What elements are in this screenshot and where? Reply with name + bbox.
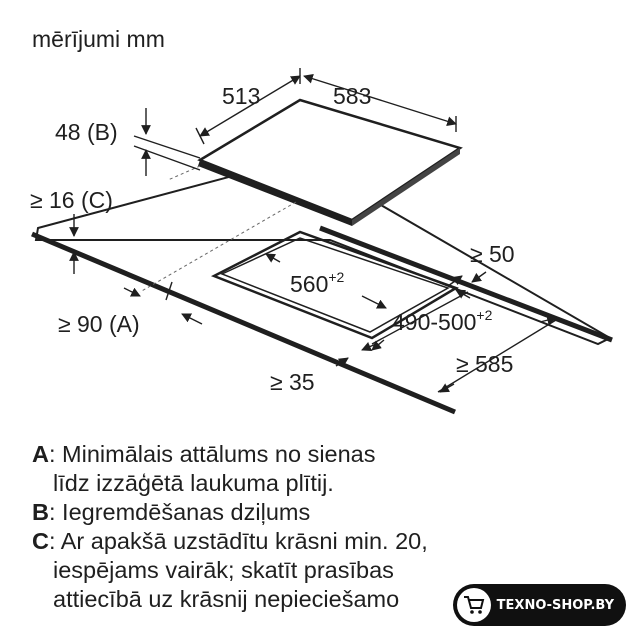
dim-16-c-label: ≥ 16 (C)	[30, 187, 113, 213]
watermark-text: TEXNO-SHOP.BY	[496, 597, 614, 613]
legend-key-a: A	[32, 441, 49, 467]
dim-48-b-label: 48 (B)	[55, 119, 118, 145]
cart-icon	[457, 588, 491, 622]
legend-item-b	[32, 498, 592, 527]
dim-90-a-label: ≥ 90 (A)	[58, 311, 140, 337]
dim-35-label: ≥ 35	[270, 369, 315, 395]
dim-560-label: $560^{+2}$	[290, 269, 345, 297]
legend-text-a-2: līdz izzāģētā laukuma plītij.	[53, 470, 334, 496]
dim-48-b	[134, 108, 200, 176]
legend-text-c-2: iespējams vairāk; skatīt prasības	[53, 557, 394, 583]
legend-text-c-1: : Ar apakšā uzstādītu krāsni min. 20,	[48, 528, 428, 554]
dim-490-500-label: $490-500^{+2}$	[392, 307, 493, 335]
dim-35	[336, 344, 376, 366]
legend-text-a-1: : Minimālais attālums no sienas	[48, 441, 376, 467]
watermark-badge	[453, 584, 626, 626]
dim-583-label: 583	[333, 83, 372, 109]
legend-item-a	[32, 440, 592, 498]
legend-key-b: B	[32, 499, 49, 525]
legend-key-c: C	[32, 528, 49, 554]
page-title: mērījumi mm	[32, 26, 165, 52]
dim-585-label: ≥ 585	[456, 351, 514, 377]
dim-513-label: 513	[222, 83, 261, 109]
dim-50-label: ≥ 50	[470, 241, 515, 267]
legend-text-b-1: : Iegremdēšanas dziļums	[48, 499, 311, 525]
legend-text-c-3: attiecībā uz krāsnij nepieciešamo	[53, 586, 400, 612]
